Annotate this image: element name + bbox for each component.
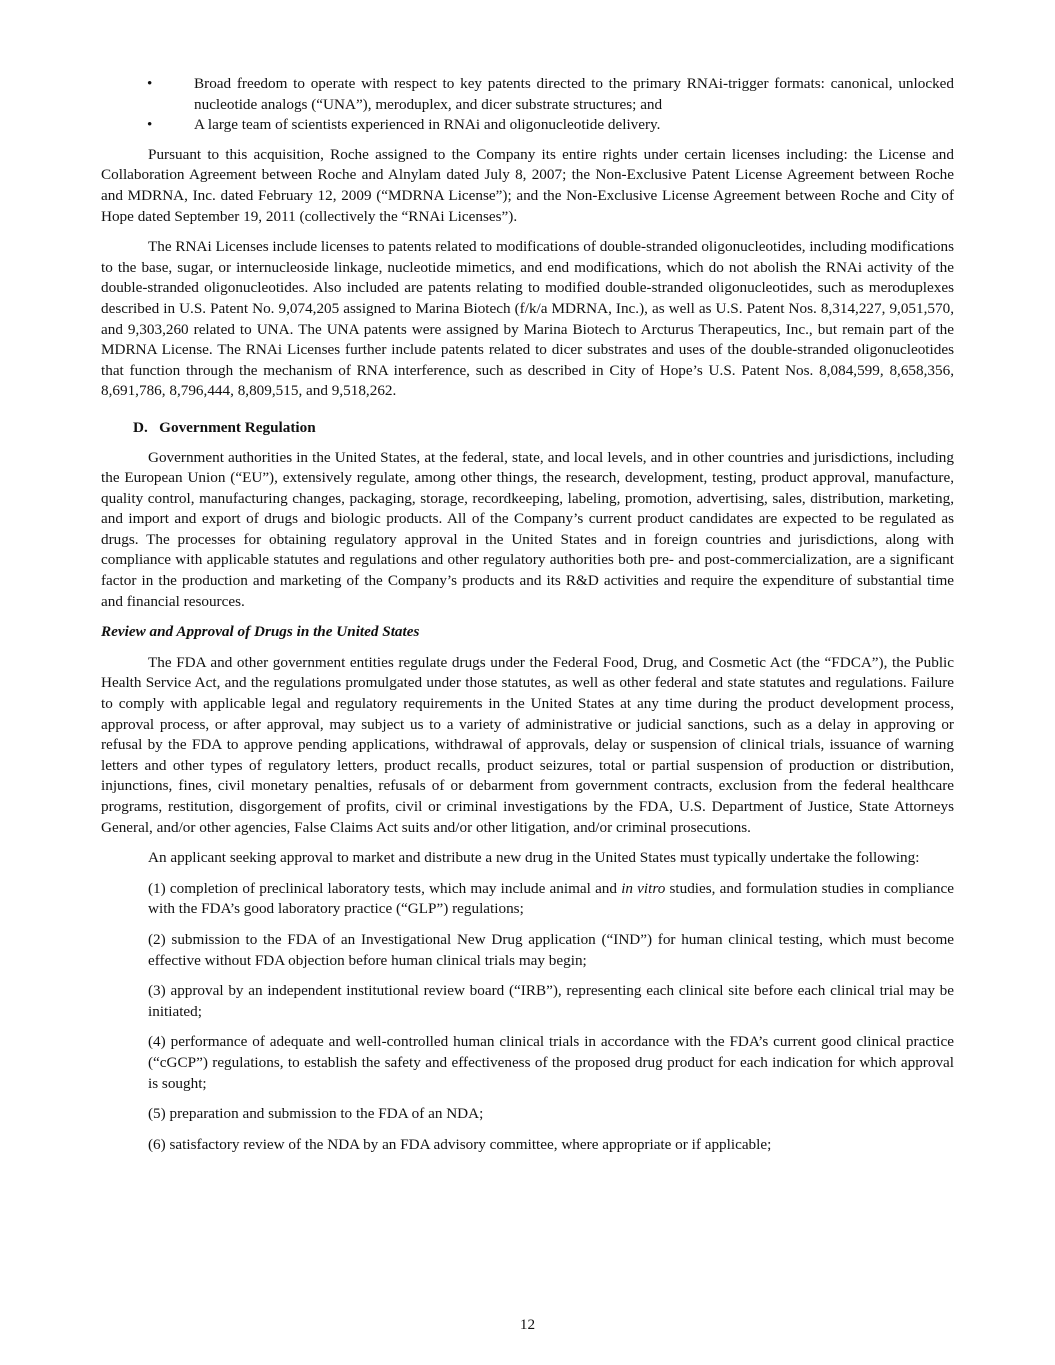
page-number: 12 [519,1316,536,1333]
document-page [101,74,954,1165]
list-item [101,74,954,115]
bullet-list [101,74,954,136]
numbered-item-3: (3) approval by an independent institutional review board (“IRB”), representing each clinical site before each clinical trial may be initiated; [148,982,954,1020]
paragraph-rnai-licenses: The RNAi Licenses include licenses to patents related to modifications of double-stranded oligonucleotides, including modifications to the base, sugar, or internucleoside linkage, nucleotide mimetics, and end modifications, which do not abolish the RNAi activity of the double-stranded oligonucleotides. Also included are patents relating to modified double-stranded oligonucleotides, such as meroduplexes described in U.S. Patent No. 9,074,205 assigned to Marina Biotech (f/k/a MDRNA, Inc.), as well as U.S. Patent Nos. 8,314,227, 9,051,570, and 9,303,260 related to UNA. The UNA patents were assigned by Marina Biotech to Arcturus Therapeutics, Inc., but remain part of the MDRNA License. The RNAi Licenses further include patents related to dicer substrates and uses of the double-stranded oligonucleotides that function through the mechanism of RNA interference, such as described in City of Hope’s U.S. Patent Nos. 8,084,599, 8,658,356, 8,691,786, 8,796,444, 8,809,515, and 9,518,262. [101,238,955,400]
item-italic-text: in vitro [621,879,666,897]
item-text: studies, and formulation studies in compliance with the FDA’s good laboratory practice (“GLP”) regulations; [148,879,955,918]
paragraph-fda-regulation: The FDA and other government entities regulate drugs under the Federal Food, Drug, and Cosmetic Act (the “FDCA”), the Public Health Service Act, and the regulations promulgated under those statutes, as well as other federal and state statutes and regulations. Failure to comply with applicable legal and regulatory requirements in the United States at any time during the product development process, approval process, or after approval, may subject us to a variety of administrative or judicial sanctions, such as a delay in approving or refusal by the FDA to approve pending applications, withdrawal of approvals, delay or suspension of clinical trials, issuance of warning letters and other types of regulatory letters, product recalls, product seizures, total or partial suspension of production or distribution, injunctions, fines, civil monetary penalties, refusals of or debarment from government contracts, exclusion from the federal healthcare programs, restitution, disgorgement of profits, civil or criminal investigations by the FDA, U.S. Department of Justice, State Attorneys General, and/or other agencies, False Claims Act suits and/or other litigation, and/or criminal prosecutions. [101,653,954,836]
subheading: Review and Approval of Drugs in the United States [101,623,420,641]
list-item [101,115,954,136]
item-text: (1) completion of preclinical laboratory tests, which may include animal and [148,879,622,897]
paragraph-roche-assignment: Pursuant to this acquisition, Roche assigned to the Company its entire rights under certain licenses including: the License and Collaboration Agreement between Roche and Alnylam dated July 8, 2007; the Non-Exclusive Patent License Agreement between Roche and MDRNA, Inc. dated February 12, 2009 (“MDRNA License”); and the Non-Exclusive License Agreement between Roche and City of Hope dated September 19, 2011 (collectively the “RNAi Licenses”). [101,145,954,225]
bullet-text: Broad freedom to operate with respect to key patents directed to the primary RNAi-trigger formats: canonical, unlocked nucleotide analogs (“UNA”), meroduplex, and dicer substrate structures; and [194,75,954,113]
bullet-symbol: • [147,116,153,134]
section-heading: D. Government Regulation [133,418,316,436]
numbered-item-4: (4) performance of adequate and well-controlled human clinical trials in accordance with the FDA’s current good clinical practice (“cGCP”) regulations, to establish the safety and effectiveness of the proposed drug product for each indication for which approval is sought; [148,1033,954,1092]
bullet-symbol: • [147,75,153,92]
numbered-item-6: (6) satisfactory review of the NDA by an FDA advisory committee, where appropriate or if applicable; [148,1135,772,1153]
paragraph-applicant: An applicant seeking approval to market and distribute a new drug in the United States must typically undertake the following: [148,849,920,867]
numbered-item-5: (5) preparation and submission to the FDA of an NDA; [148,1105,484,1123]
numbered-item-1 [101,879,954,920]
numbered-item-2: (2) submission to the FDA of an Investigational New Drug application (“IND”) for human clinical testing, which must become effective without FDA objection before human clinical trials may begin; [148,930,954,969]
paragraph-government-regulation: Government authorities in the United States, at the federal, state, and local levels, and in other countries and jurisdictions, including the European Union (“EU”), extensively regulate, among other things, the research, development, testing, product approval, manufacture, quality control, manufacturing changes, packaging, storage, recordkeeping, labeling, promotion, advertising, sales, distribution, marketing, and import and export of drugs and biologic products. All of the Company’s current product candidates are expected to be regulated as drugs. The processes for obtaining regulatory approval in the United States and in foreign countries and jurisdictions, along with compliance with applicable statutes and regulations and other regulatory authorities both pre- and post-commercialization, are a significant factor in the production and marketing of the Company’s products and its R&D activities and require the expenditure of substantial time and financial resources. [101,448,954,610]
bullet-text: A large team of scientists experienced in RNAi and oligonucleotide delivery. [194,116,661,134]
